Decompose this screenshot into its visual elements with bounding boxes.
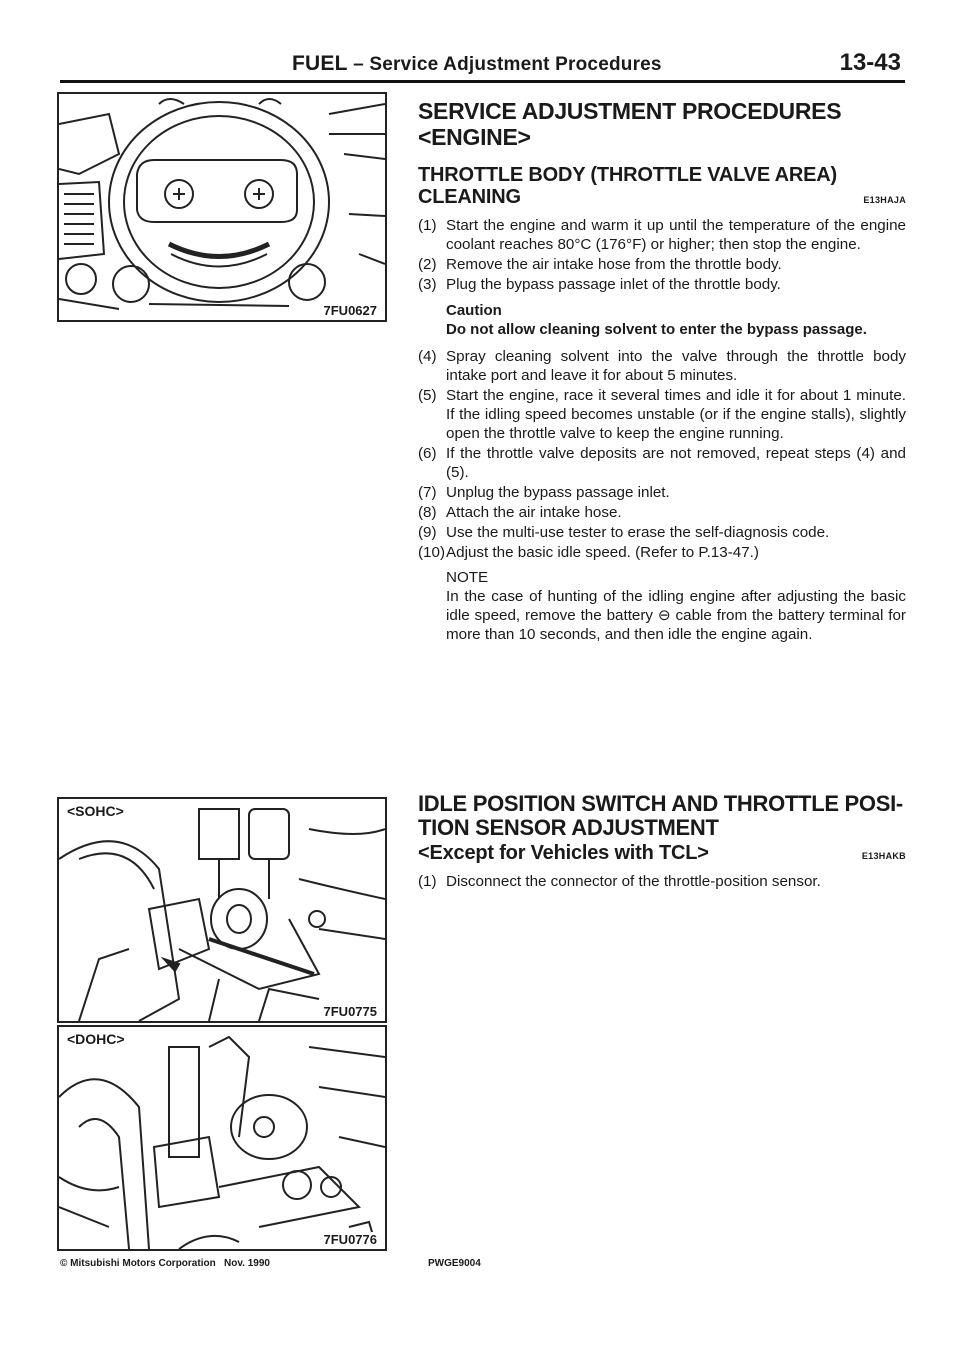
step-item: (7) Unplug the bypass passage inlet.	[418, 484, 670, 501]
step-item: (4) Spray cleaning solvent into the valve through the throttle body intake port and leave it for about 5 minutes.	[418, 348, 906, 384]
throttle-valve-drawing	[59, 94, 385, 320]
section-subtitle: <ENGINE>	[418, 124, 531, 150]
header-section: FUEL	[292, 52, 348, 75]
step-item: (6) If the throttle valve deposits are not removed, repeat steps (4) and (5).	[418, 445, 906, 481]
step-item: (10) Adjust the basic idle speed. (Refer to P.13-47.)	[418, 544, 759, 561]
step-item: (8) Attach the air intake hose.	[418, 504, 622, 521]
subheading: <Except for Vehicles with TCL>	[418, 842, 709, 864]
step-item: (3) Plug the bypass passage inlet of the throttle body.	[418, 276, 781, 293]
figure-code: 7FU0775	[323, 1004, 377, 1019]
section-idle-switch-adjustment	[418, 792, 906, 892]
figure-code: 7FU0627	[323, 303, 377, 318]
note-text: In the case of hunting of the idling engine after adjusting the basic idle speed, remove the battery ⊖ cable from the battery terminal for more than 10 seconds, and then idle the engine again.	[446, 588, 906, 643]
heading-line2: CLEANING	[418, 186, 521, 208]
heading-code: E13HAKB	[861, 851, 906, 861]
heading-line1: IDLE POSITION SWITCH AND THROTTLE POSI-	[418, 791, 903, 816]
figure-tag: <SOHC>	[67, 803, 124, 819]
heading-code: E13HAJA	[863, 195, 906, 205]
header-subtitle: Service Adjustment Procedures	[369, 54, 662, 75]
caution-text: Do not allow cleaning solvent to enter the bypass passage.	[446, 321, 867, 338]
figure-throttle-valve	[57, 92, 387, 322]
figure-dohc-sensor	[57, 1025, 387, 1251]
heading-line2: TION SENSOR ADJUSTMENT	[418, 815, 719, 840]
caution-label: Caution	[446, 302, 502, 319]
steps-list	[418, 872, 906, 891]
step-item: (1) Disconnect the connector of the throttle-position sensor.	[418, 873, 821, 890]
footer-doc-code: PWGE9004	[428, 1258, 481, 1269]
note-label: NOTE	[446, 569, 489, 586]
steps-list	[418, 347, 906, 562]
heading-line1: THROTTLE BODY (THROTTLE VALVE AREA)	[418, 164, 837, 186]
caution-block	[446, 301, 906, 339]
step-item: (1) Start the engine and warm it up until the temperature of the engine coolant reaches 80°C (176°F) or higher; then stop the engine.	[418, 217, 906, 253]
heading-row	[418, 186, 906, 208]
sohc-sensor-drawing	[59, 799, 385, 1021]
note-block	[446, 568, 906, 644]
page-number: 13-43	[839, 49, 901, 76]
figure-sohc-sensor	[57, 797, 387, 1023]
step-item: (2) Remove the air intake hose from the throttle body.	[418, 256, 782, 273]
subheading-row	[418, 842, 906, 864]
section-title: SERVICE ADJUSTMENT PROCEDURES	[418, 98, 842, 124]
step-item: (5) Start the engine, race it several times and idle it for about 1 minute. If the idling speed becomes unstable (or if the engine stalls), slightly open the throttle valve to keep the engine running.	[418, 387, 906, 442]
header-dash: –	[353, 54, 364, 75]
dohc-sensor-drawing	[59, 1027, 385, 1249]
page-header	[60, 44, 905, 83]
section-throttle-body-cleaning	[418, 98, 906, 644]
footer-copyright: © Mitsubishi Motors Corporation Nov. 1990	[60, 1258, 270, 1269]
step-item: (9) Use the multi-use tester to erase the self-diagnosis code.	[418, 524, 830, 541]
header-title	[292, 52, 662, 76]
steps-list	[418, 216, 906, 294]
figure-tag: <DOHC>	[67, 1031, 125, 1047]
figure-code: 7FU0776	[323, 1232, 377, 1247]
